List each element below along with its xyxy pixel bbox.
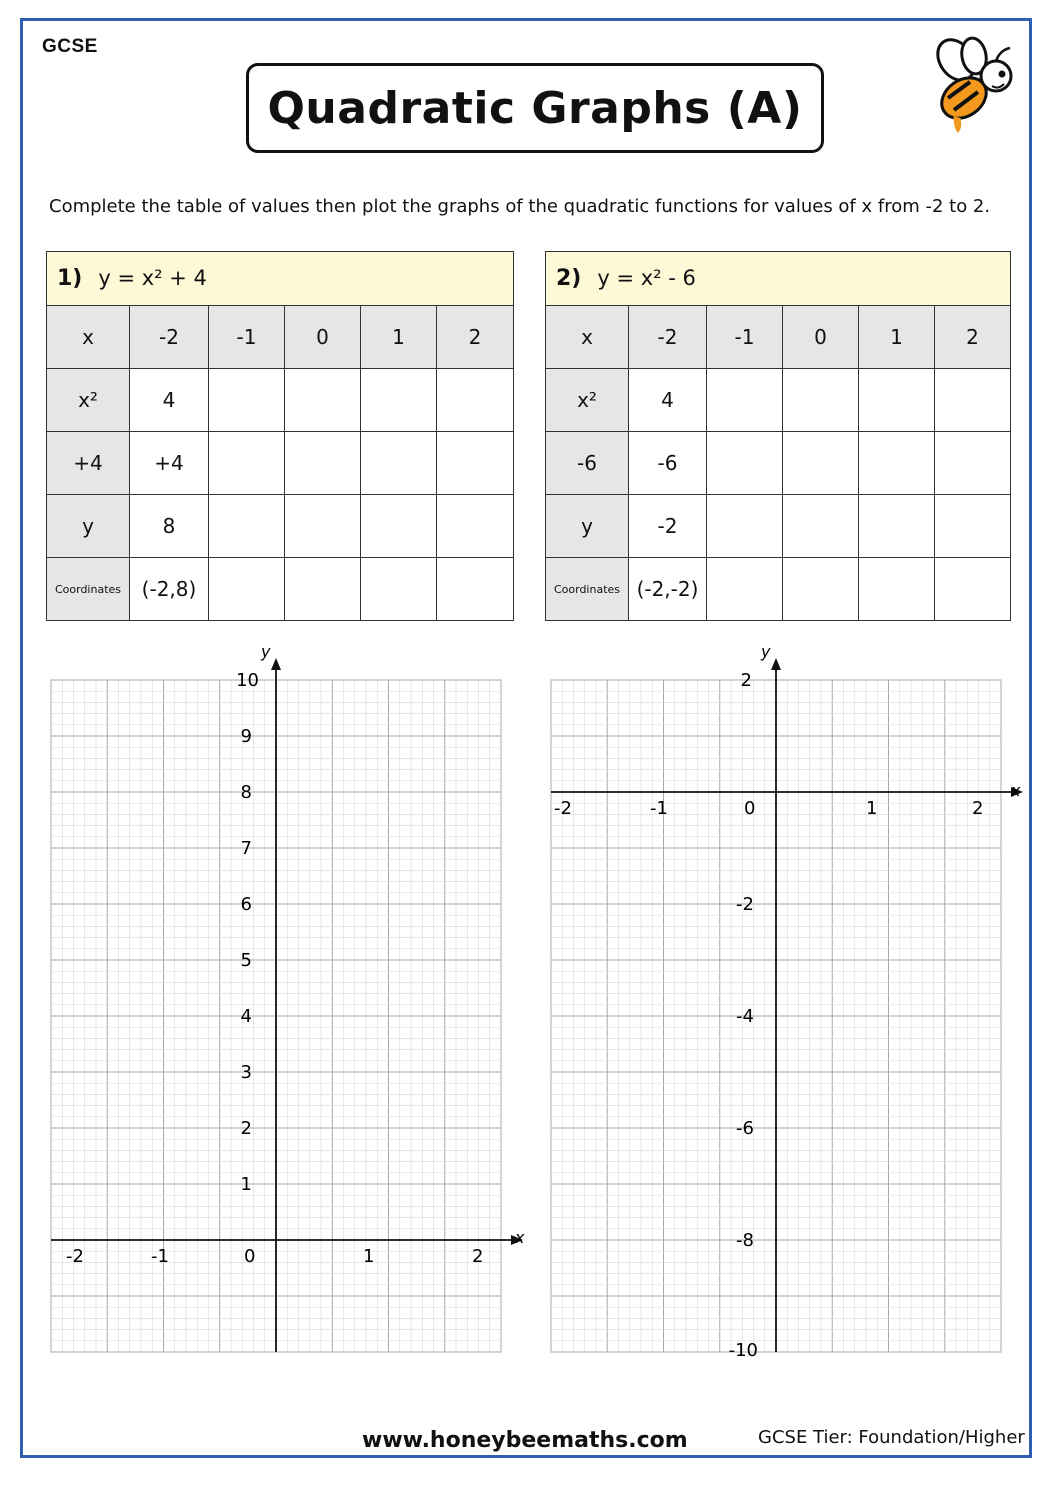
graph-q1[interactable] <box>30 640 530 1365</box>
x-tick-label: 1 <box>363 1246 375 1267</box>
x-axis-label: x <box>515 1228 525 1247</box>
question-header <box>47 252 514 306</box>
table-cell: 2 <box>437 306 514 369</box>
row-label: -6 <box>546 432 629 495</box>
answer-cell[interactable] <box>361 495 437 558</box>
question-number: 1) <box>57 266 83 291</box>
instructions: Complete the table of values then plot the graphs of the quadratic functions for values of x from -2 to 2. <box>49 196 991 217</box>
x-tick-label: -2 <box>554 798 572 819</box>
answer-cell[interactable] <box>935 369 1011 432</box>
y-tick-label: 6 <box>240 894 252 915</box>
x-tick-label: 1 <box>866 798 878 819</box>
y-tick-label: -6 <box>736 1118 754 1139</box>
question-header <box>546 252 1011 306</box>
row-label: y <box>546 495 629 558</box>
x-tick-label: -2 <box>66 1246 84 1267</box>
x-tick-label: 0 <box>744 798 756 819</box>
y-tick-label: 10 <box>236 670 259 691</box>
equation: y = x² - 6 <box>597 266 696 290</box>
y-tick-label: 2 <box>240 1118 252 1139</box>
graph-q2[interactable] <box>530 640 1030 1365</box>
y-tick-label: -10 <box>728 1340 758 1361</box>
answer-cell[interactable] <box>859 495 935 558</box>
x-axis-label: x <box>1011 781 1021 800</box>
answer-cell[interactable] <box>285 432 361 495</box>
y-tick-label: 8 <box>240 782 252 803</box>
answer-cell[interactable] <box>285 369 361 432</box>
y-tick-label: -4 <box>736 1006 754 1027</box>
table-cell: -6 <box>629 432 707 495</box>
answer-cell[interactable] <box>707 558 783 621</box>
answer-cell[interactable] <box>361 432 437 495</box>
table-cell: -2 <box>629 495 707 558</box>
table-cell: x <box>546 306 629 369</box>
answer-cell[interactable] <box>935 558 1011 621</box>
y-tick-label: -2 <box>736 894 754 915</box>
table-cell: 1 <box>361 306 437 369</box>
page-title: Quadratic Graphs (A) <box>267 82 803 134</box>
table-cell: 0 <box>285 306 361 369</box>
answer-cell[interactable] <box>361 369 437 432</box>
title-box <box>246 63 824 153</box>
answer-cell[interactable] <box>285 495 361 558</box>
table-cell: x <box>47 306 130 369</box>
y-axis-arrow-icon <box>271 658 281 670</box>
answer-cell[interactable] <box>859 558 935 621</box>
table-cell: 4 <box>130 369 209 432</box>
answer-cell[interactable] <box>437 432 514 495</box>
equation: y = x² + 4 <box>98 266 207 290</box>
answer-cell[interactable] <box>935 495 1011 558</box>
answer-cell[interactable] <box>209 369 285 432</box>
row-label: Coordinates <box>47 558 130 621</box>
table-cell: 0 <box>783 306 859 369</box>
answer-cell[interactable] <box>707 495 783 558</box>
row-label: +4 <box>47 432 130 495</box>
row-label: Coordinates <box>546 558 629 621</box>
answer-cell[interactable] <box>437 558 514 621</box>
table-cell: -1 <box>707 306 783 369</box>
row-label: x² <box>47 369 130 432</box>
answer-cell[interactable] <box>783 369 859 432</box>
table-cell: (-2,8) <box>130 558 209 621</box>
x-tick-label: 0 <box>244 1246 256 1267</box>
x-tick-label: 2 <box>472 1246 484 1267</box>
row-label: x² <box>546 369 629 432</box>
answer-cell[interactable] <box>783 558 859 621</box>
answer-cell[interactable] <box>783 495 859 558</box>
table-cell: 2 <box>935 306 1011 369</box>
y-tick-label: 1 <box>240 1174 252 1195</box>
table-q1 <box>46 251 514 621</box>
x-tick-label: -1 <box>151 1246 169 1267</box>
y-tick-label: 7 <box>240 838 252 859</box>
y-tick-label: 3 <box>240 1062 252 1083</box>
table-cell: 8 <box>130 495 209 558</box>
y-axis-label: y <box>761 642 771 661</box>
tier-label: GCSE Tier: Foundation/Higher <box>758 1427 1025 1448</box>
answer-cell[interactable] <box>209 495 285 558</box>
answer-cell[interactable] <box>859 432 935 495</box>
table-cell: -1 <box>209 306 285 369</box>
level-tag: GCSE <box>42 36 98 57</box>
answer-cell[interactable] <box>859 369 935 432</box>
table-cell: +4 <box>130 432 209 495</box>
answer-cell[interactable] <box>361 558 437 621</box>
answer-cell[interactable] <box>209 432 285 495</box>
x-tick-label: 2 <box>972 798 984 819</box>
answer-cell[interactable] <box>783 432 859 495</box>
table-cell: 1 <box>859 306 935 369</box>
answer-cell[interactable] <box>209 558 285 621</box>
table-cell: -2 <box>629 306 707 369</box>
y-tick-label: 5 <box>240 950 252 971</box>
answer-cell[interactable] <box>285 558 361 621</box>
answer-cell[interactable] <box>437 495 514 558</box>
answer-cell[interactable] <box>707 432 783 495</box>
answer-cell[interactable] <box>707 369 783 432</box>
y-tick-label: 2 <box>740 670 752 691</box>
row-label: y <box>47 495 130 558</box>
answer-cell[interactable] <box>935 432 1011 495</box>
table-cell: -2 <box>130 306 209 369</box>
question-number: 2) <box>556 266 582 291</box>
y-tick-label: 4 <box>240 1006 252 1027</box>
y-tick-label: -8 <box>736 1230 754 1251</box>
x-tick-label: -1 <box>650 798 668 819</box>
y-axis-label: y <box>261 642 271 661</box>
table-cell: 4 <box>629 369 707 432</box>
website-link[interactable]: www.honeybeemaths.com <box>362 1428 688 1453</box>
y-axis-arrow-icon <box>771 658 781 670</box>
table-q2 <box>545 251 1011 621</box>
y-tick-label: 9 <box>240 726 252 747</box>
answer-cell[interactable] <box>437 369 514 432</box>
bee-logo-icon <box>926 36 1018 140</box>
table-cell: (-2,-2) <box>629 558 707 621</box>
